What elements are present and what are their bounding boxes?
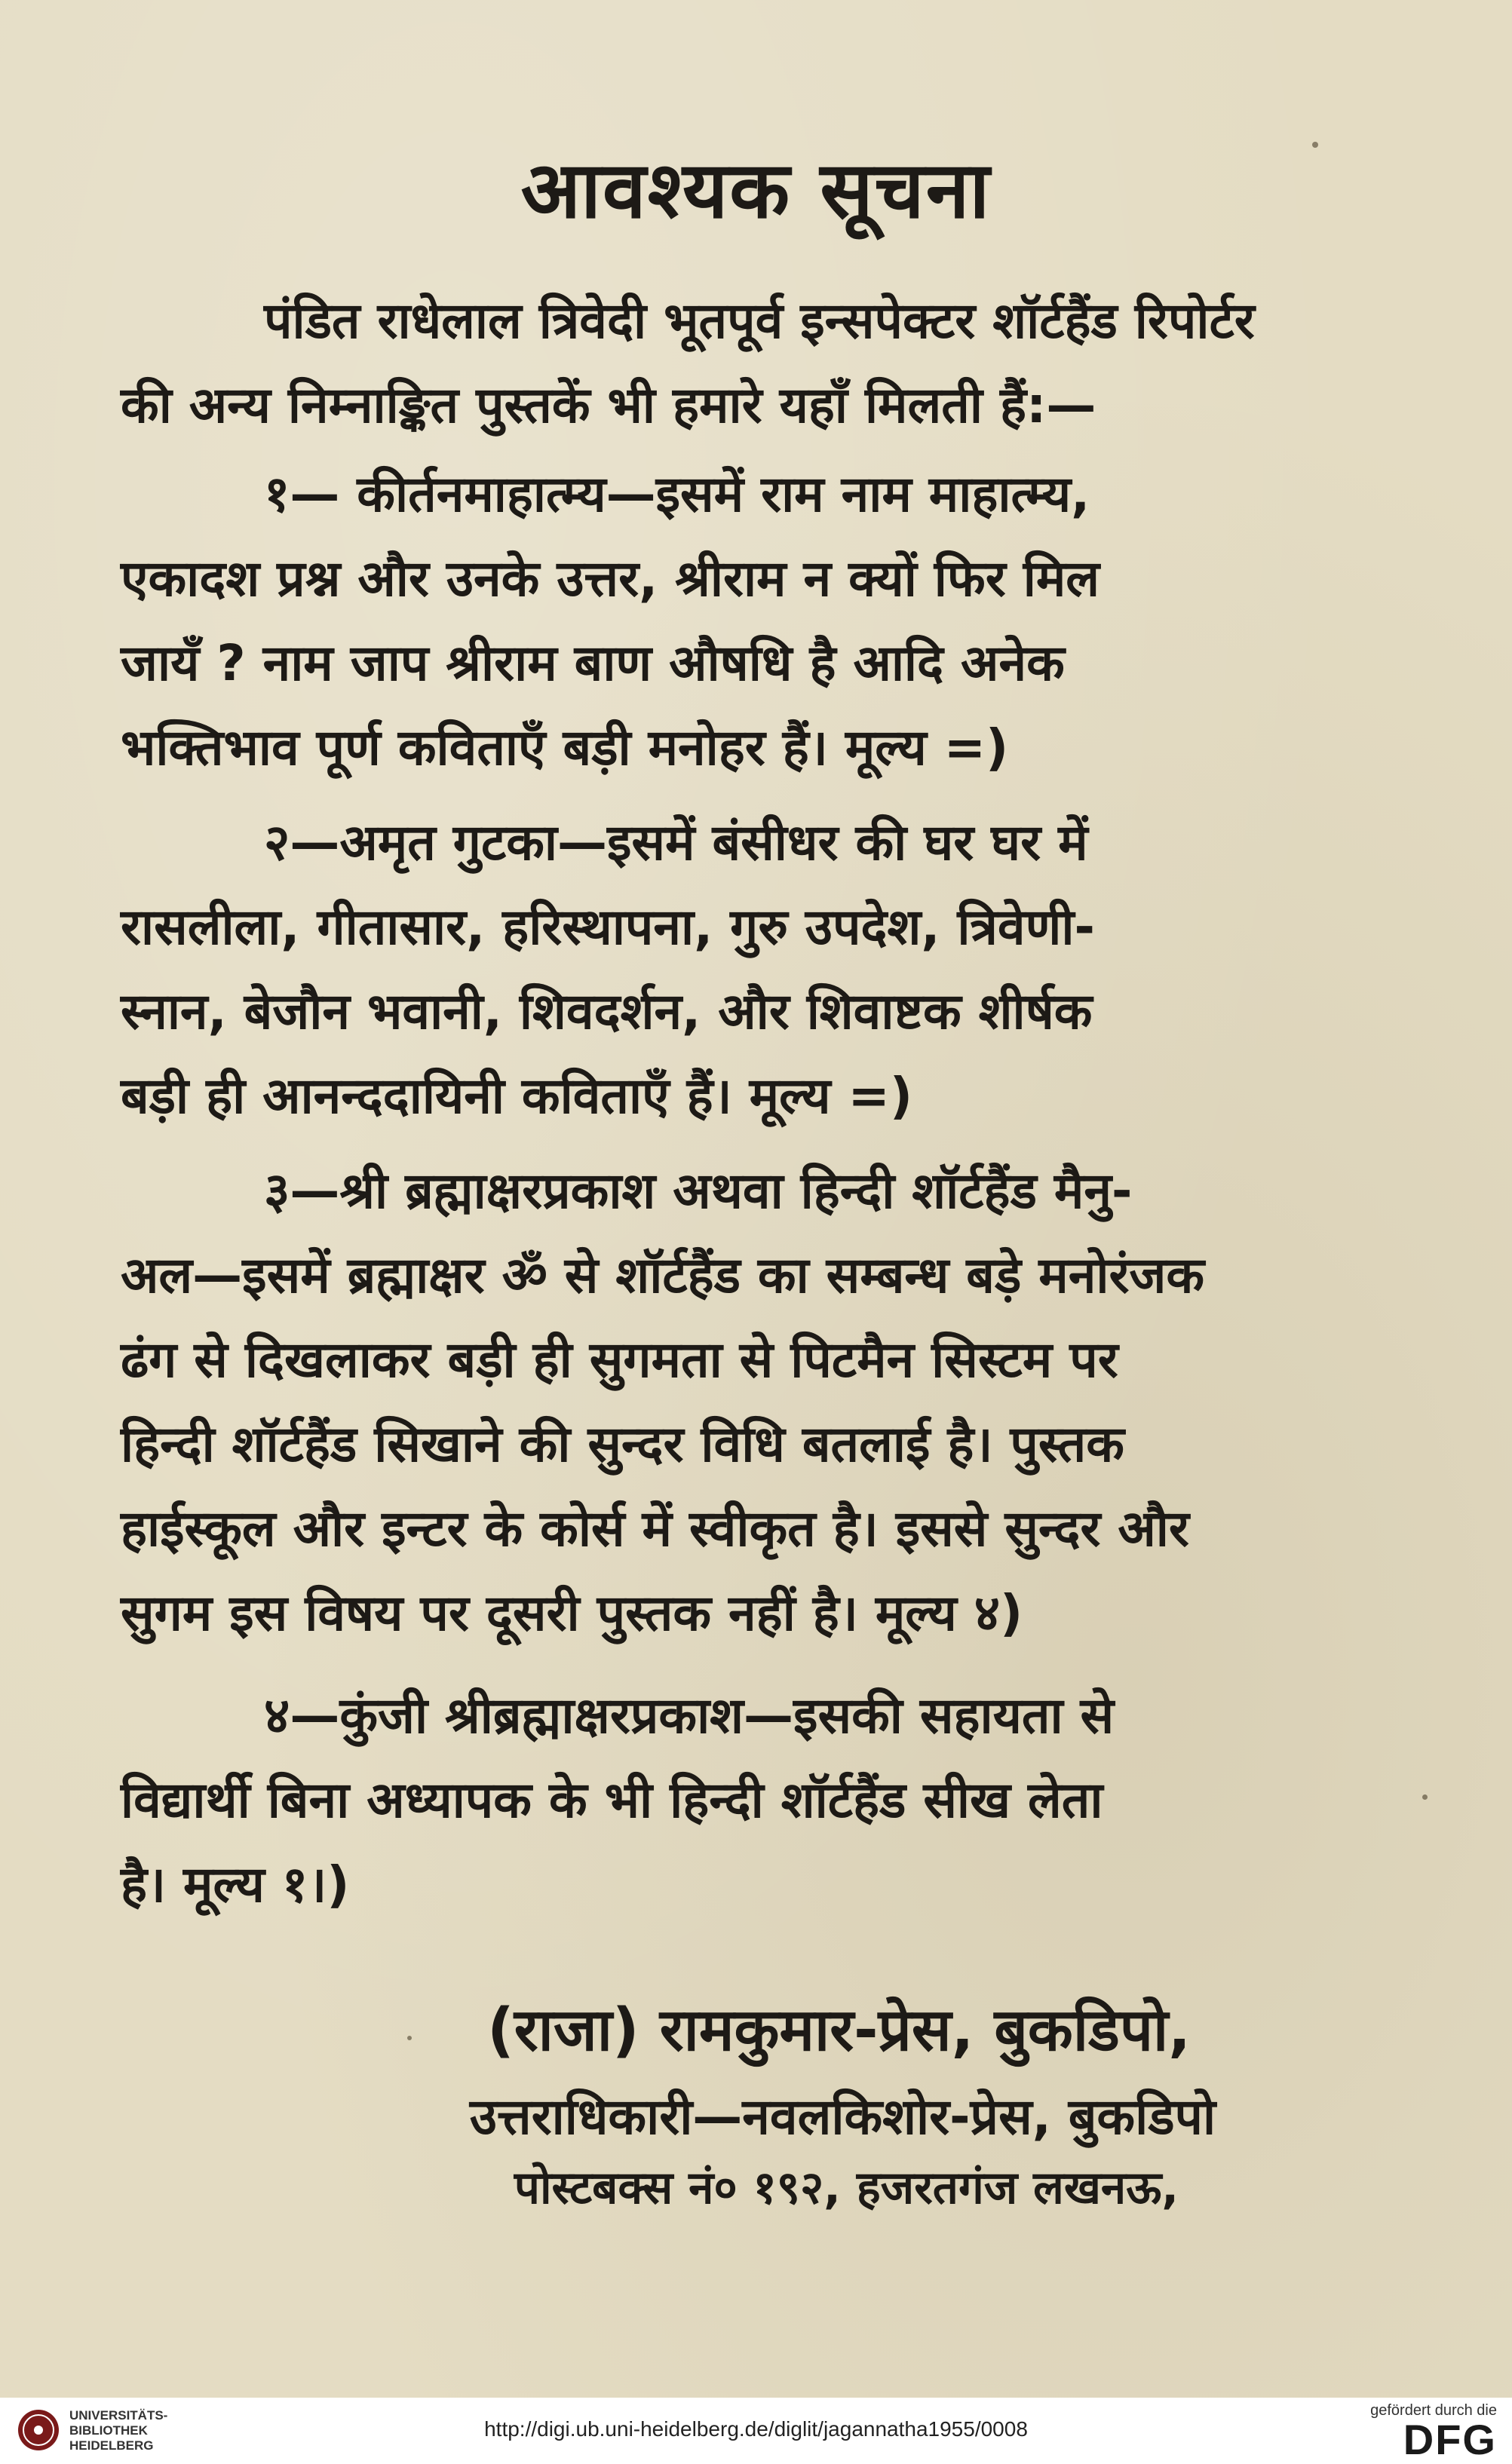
intro-line: पंडित राधेलाल त्रिवेदी भूतपूर्व इन्सपेक्टर शॉर्टहैंड रिपोर्टर	[264, 292, 1255, 350]
library-name-line: HEIDELBERG	[69, 2438, 154, 2453]
book-item-2	[121, 801, 1372, 1139]
item-line: रासलीला, गीतासार, हरिस्थापना, गुरु उपदेश, त्रिवेणी-	[121, 898, 1095, 956]
intro-line: की अन्य निम्नाङ्कित पुस्तकें भी हमारे यहाँ मिलती हैं:—	[121, 376, 1096, 434]
item-line: हिन्दी शॉर्टहैंड सिखाने की सुन्दर विधि बतलाई है। पुस्तक	[121, 1415, 1124, 1473]
item-line: ३—श्री ब्रह्माक्षरप्रकाश अथवा हिन्दी शॉर्टहैंड मैनु-	[264, 1162, 1133, 1220]
item-line: हाईस्कूल और इन्टर के कोर्स में स्वीकृत है। इससे सुन्दर और	[121, 1500, 1189, 1558]
item-line: भक्तिभाव पूर्ण कविताएँ बड़ी मनोहर हैं। मूल्य =)	[121, 719, 1009, 777]
item-line: अल—इसमें ब्रह्माक्षर ॐ से शॉर्टहैंड का सम्बन्ध बड़े मनोरंजक	[121, 1246, 1205, 1304]
book-item-1	[121, 452, 1372, 790]
page-title: आवश्यक सूचना	[520, 144, 992, 236]
publisher-name: (राजा) रामकुमार-प्रेस, बुकडिपो,	[487, 1997, 1191, 2064]
item-line: ढंग से दिखलाकर बड़ी ही सुगमता से पिटमैन सिस्टम पर	[121, 1331, 1118, 1389]
dfg-logo: DFG	[1403, 2416, 1497, 2463]
item-line: ४—कुंजी श्रीब्रह्माक्षरप्रकाश—इसकी सहायता से	[264, 1687, 1115, 1745]
item-line: १— कीर्तनमाहात्म्य—इसमें राम नाम माहात्म्य,	[264, 465, 1090, 523]
item-line: एकादश प्रश्न और उनके उत्तर, श्रीराम न क्यों फिर मिल	[121, 550, 1100, 608]
intro-paragraph	[121, 279, 1372, 448]
item-line: स्नान, बेजौन भवानी, शिवदर्शन, और शिवाष्टक शीर्षक	[121, 982, 1093, 1040]
publisher-successor: उत्तराधिकारी—नवलकिशोर-प्रेस, बुकडिपो	[469, 2088, 1216, 2146]
item-line: है। मूल्य १।)	[121, 1856, 350, 1914]
item-line: जायँ ? नाम जाप श्रीराम बाण औषधि है आदि अनेक	[121, 634, 1065, 692]
item-line: बड़ी ही आनन्ददायिनी कविताएँ हैं। मूल्य =)	[121, 1067, 912, 1125]
library-name-line: UNIVERSITÄTS-	[69, 2408, 168, 2423]
book-item-4	[121, 1674, 1372, 1927]
ink-spot	[1422, 1794, 1428, 1800]
item-line: २—अमृत गुटका—इसमें बंसीधर की घर घर में	[264, 814, 1088, 872]
item-line: सुगम इस विषय पर दूसरी पुस्तक नहीं है। मूल्य ४)	[121, 1584, 1023, 1642]
funding-note: gefördert durch die	[1370, 2402, 1497, 2419]
permalink-url[interactable]: http://digi.ub.uni-heidelberg.de/diglit/jagannatha1955/0008	[484, 2417, 1028, 2441]
digitization-footer	[0, 2398, 1512, 2464]
library-name-line: BIBLIOTHEK	[69, 2423, 148, 2438]
book-item-3	[121, 1149, 1372, 1656]
publisher-address: पोस्टबक्स नं० १९२, हजरतगंज लखनऊ,	[514, 2162, 1179, 2214]
item-line: विद्यार्थी बिना अध्यापक के भी हिन्दी शॉर्टहैंड सीख लेता	[121, 1771, 1103, 1829]
